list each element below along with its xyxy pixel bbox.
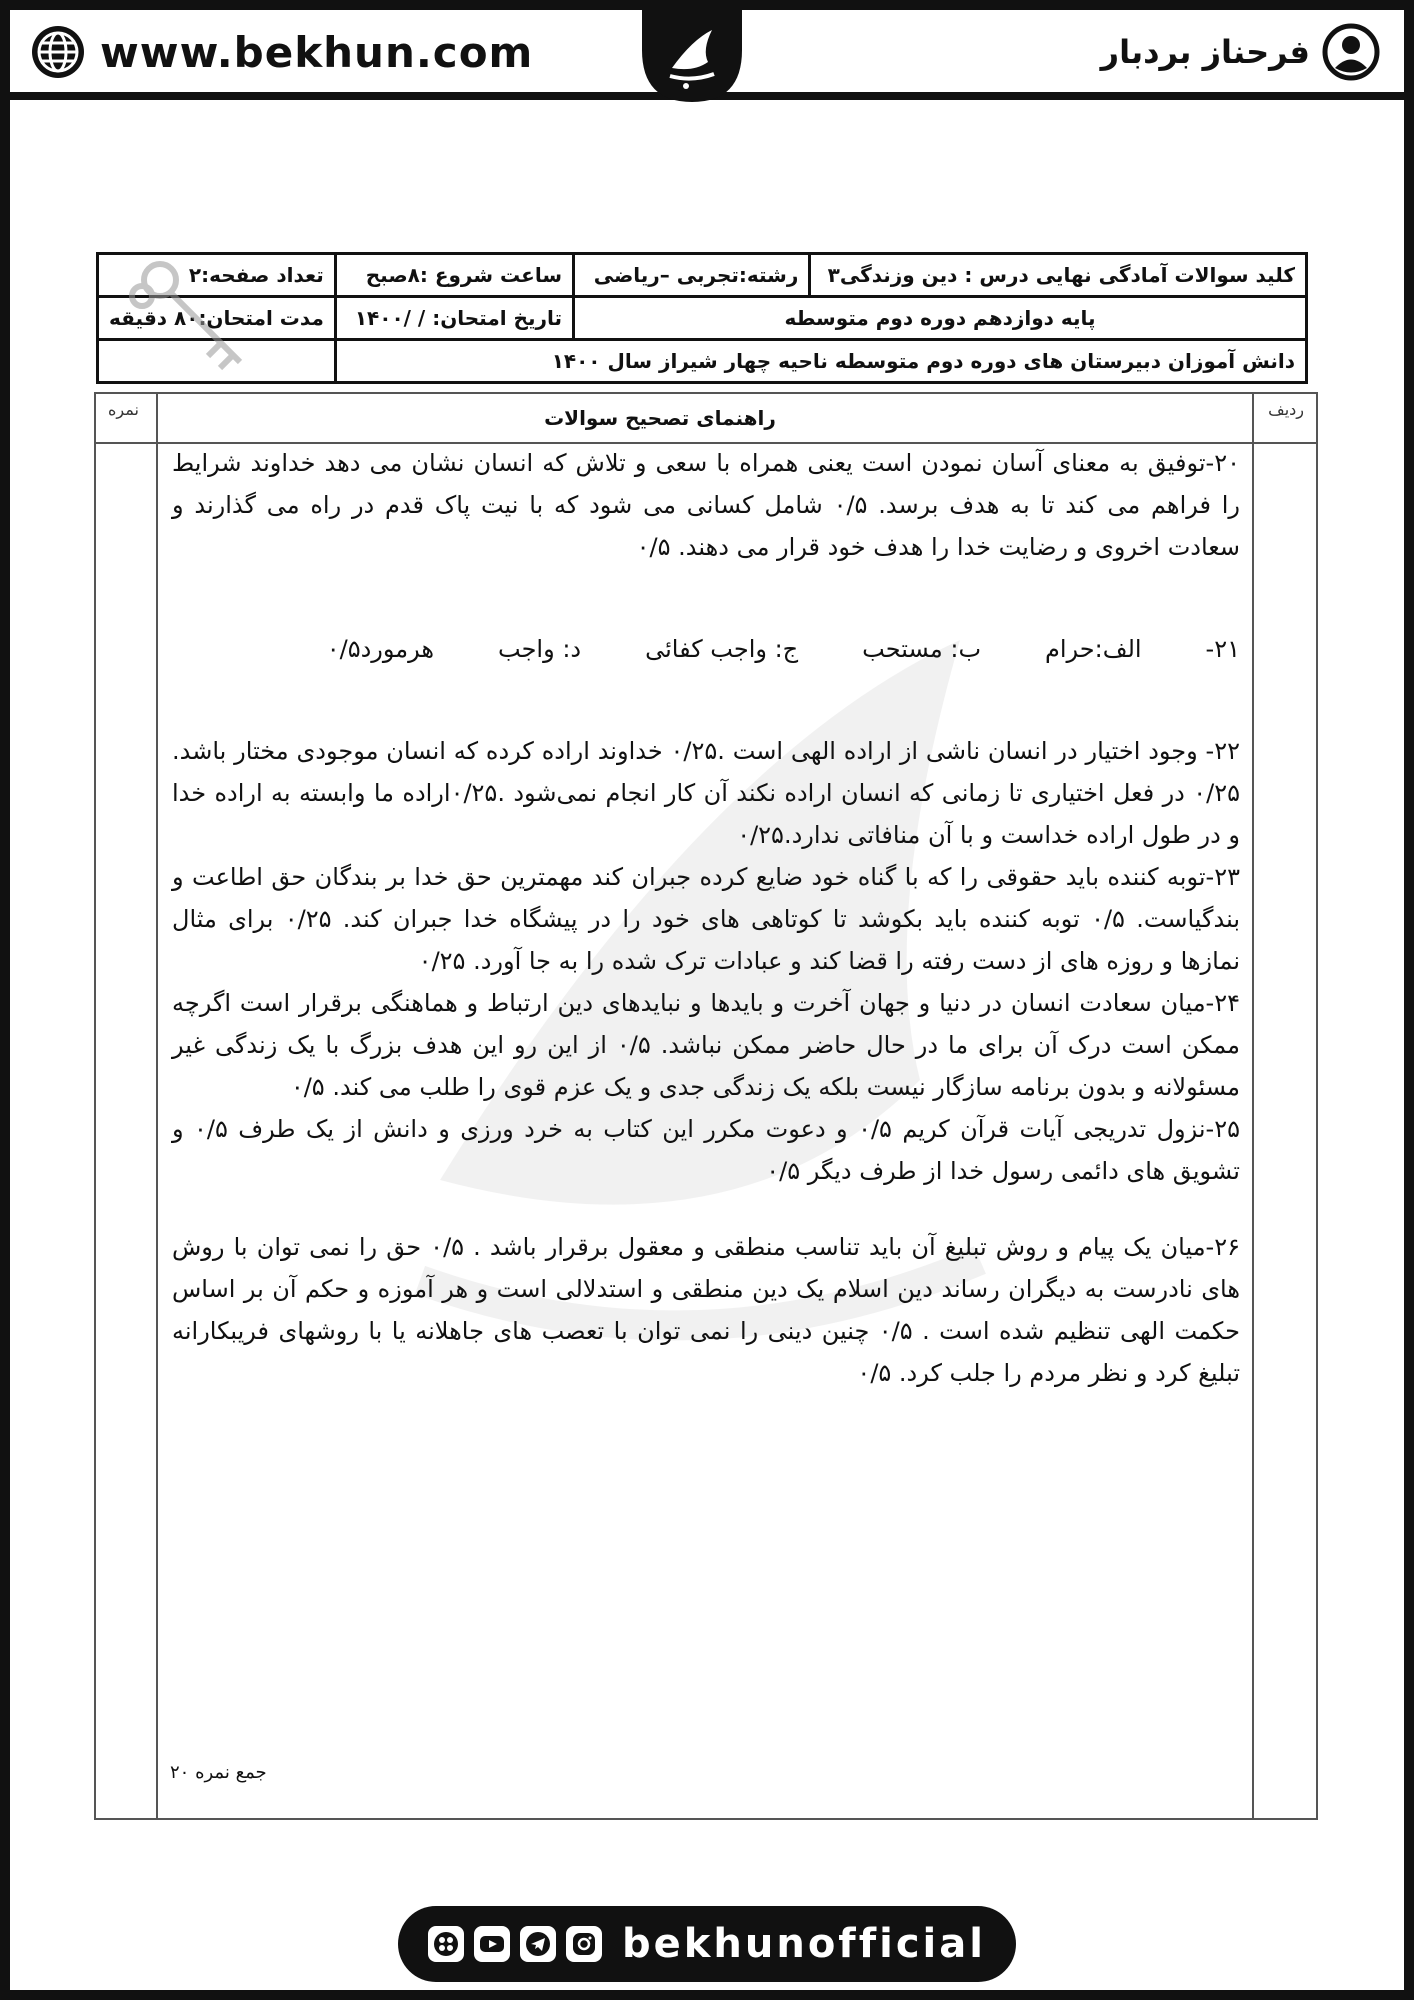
social-footer[interactable] <box>398 1906 1016 1982</box>
exam-start-time: ساعت شروع :۸صبح <box>335 254 573 297</box>
website-link[interactable] <box>30 22 533 82</box>
exam-page-count: تعداد صفحه:۲ <box>98 254 336 297</box>
user-avatar-icon <box>1322 23 1380 81</box>
answer-26: ۲۶-میان یک پیام و روش تبلیغ آن باید تناسب منطقی و معقول برقرار باشد . ۰/۵ حق را نمی توان با روش های نادرست به دیگران رساند دین اسلام یک دین منطقی و استدلالی است و هر آموزه و حکم آن بر اساس حکمت الهی تنظیم شده است . ۰/۵ چنین دینی را نمی توان با تعصب های جاهلانه یا با روشهای فریبکارانه تبلیغ کرد و نظر مردم را جلب کرد. ۰/۵ <box>172 1233 1241 1387</box>
instagram-icon[interactable] <box>566 1926 602 1962</box>
answer-23: ۲۳-توبه کننده باید حقوقی را که با گناه خود ضایع کرده جبران کند مهمترین حق خدا بر بندگان حق اطاعت و بندگیاست. ۰/۵ توبه کننده باید بکوشد تا کوتاهی های خود را در پیشگاه خدا جبران کند. ۰/۲۵ برای مثال نمازها و روزه های از دست رفته را قضا کند و عبادات ترک شده را به جا آورد. ۰/۲۵ <box>172 863 1240 975</box>
author-name: فرحناز بردبار <box>1100 33 1310 71</box>
answer-21-score: هرمورد۰/۵ <box>326 635 435 663</box>
answer-21-a: الف:حرام <box>1045 635 1142 663</box>
score-column-divider <box>156 394 158 1818</box>
answer-24: ۲۴-میان سعادت انسان در دنیا و جهان آخرت و بایدها و نبایدهای دین ارتباط و هماهنگی برقرار است اگرچه ممکن است درک آن برای ما در حال حاضر ممکن نباشد. ۰/۵ از این رو این هدف بزرگ با یک زندگی غیر مسئولانه و بدون برنامه سازگار نیست بلکه یک زندگی جدی و یک عزم قوی را طلب می کند. ۰/۵ <box>172 989 1240 1101</box>
youtube-icon[interactable] <box>474 1926 510 1962</box>
answer-content <box>172 442 1240 1394</box>
exam-title: کلید سوالات آمادگی نهایی درس : دین وزندگی۳ <box>810 254 1307 297</box>
answer-21-d: د: واجب <box>498 635 582 663</box>
answer-21-number: ۲۱- <box>1205 635 1240 663</box>
exam-date: تاریخ امتحان: / /۱۴۰۰ <box>335 297 573 340</box>
globe-icon <box>30 24 86 80</box>
social-handle: bekhunofficial <box>622 1921 986 1967</box>
row-column-header: ردیف <box>1268 400 1304 419</box>
exam-grade: پایه دوازدهم دوره دوم متوسطه <box>574 297 1307 340</box>
row-column-divider <box>1252 394 1254 1818</box>
key-watermark-icon <box>120 252 280 382</box>
guide-column-header: راهنمای تصحیح سوالات <box>544 406 776 430</box>
bekhun-logo-icon <box>642 10 742 102</box>
answer-20: ۲۰-توفیق به معنای آسان نمودن است یعنی همراه با سعی و تلاش که انسان نشان می دهد خداوند شرایط را فراهم می کند تا به هدف برسد. ۰/۵ شامل کسانی می شود که با نیت پاک قدم در راه می گذارند و سعادت اخروی و رضایت خدا را هدف خود قرار می دهند. ۰/۵ <box>172 449 1241 561</box>
telegram-icon[interactable] <box>520 1926 556 1962</box>
answer-21 <box>316 628 1240 670</box>
answer-25: ۲۵-نزول تدریجی آیات قرآن کریم ۰/۵ و دعوت مکرر این کتاب به خرد ورزی و دانش از یک طرف ۰/۵ و تشویق های دائمی رسول خدا از طرف دیگر ۰/۵ <box>172 1115 1240 1185</box>
site-url: www.bekhun.com <box>100 27 534 77</box>
top-banner <box>10 10 1404 100</box>
exam-duration: مدت امتحان:۸۰ دقیقه <box>98 297 336 340</box>
score-column-header: نمره <box>108 400 139 419</box>
answer-22: ۲۲- وجود اختیار در انسان ناشی از اراده الهی است .۰/۲۵ خداوند اراده کرده که انسان موجودی مختار باشد. ۰/۲۵ در فعل اختیاری تا زمانی که انسان اراده نکند آن کار انجام نمی‌شود .۰/۲۵اراده ما وابسته به اراده خدا و در طول اراده خداست و با آن منافاتی ندارد.۰/۲۵ <box>172 737 1240 849</box>
aparat-icon[interactable] <box>428 1926 464 1962</box>
answer-21-c: ج: واجب کفائی <box>645 635 799 663</box>
exam-students: دانش آموزان دبیرستان های دوره دوم متوسطه ناحیه چهار شیراز سال ۱۴۰۰ <box>335 340 1306 383</box>
author-badge <box>1101 22 1380 82</box>
exam-field: رشته:تجربی –ریاضی <box>574 254 810 297</box>
total-score: جمع نمره ۲۰ <box>170 1762 267 1783</box>
answer-21-b: ب: مستحب <box>862 635 982 663</box>
